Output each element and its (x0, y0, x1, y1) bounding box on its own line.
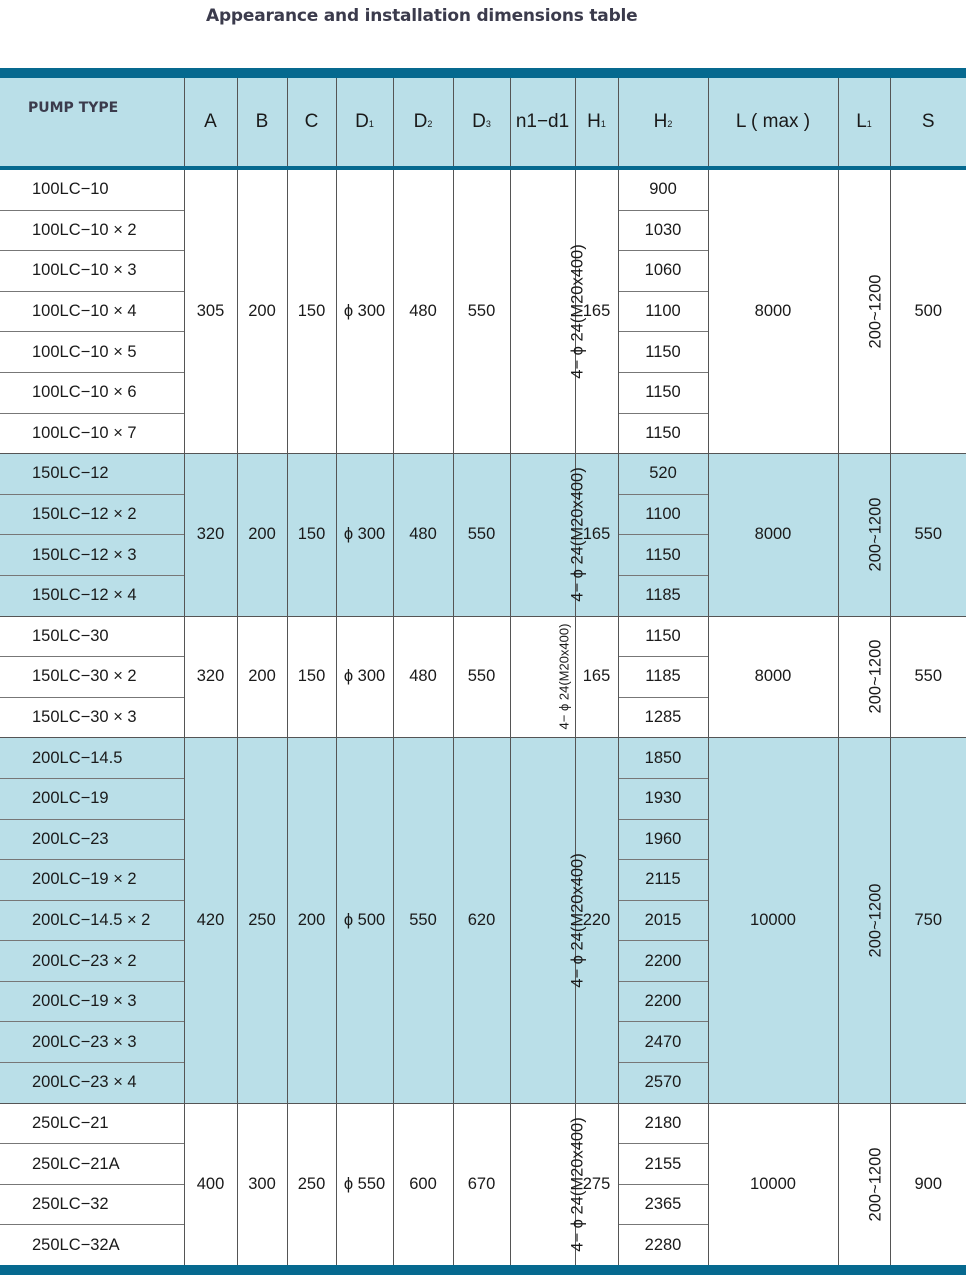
column-header-h2 (618, 78, 708, 168)
cell-n1-d1 (510, 168, 587, 454)
cell-pump-type: 100LC−10 × 2 (0, 210, 184, 251)
cell-h2: 1150 (618, 332, 708, 373)
cell-h2: 900 (618, 168, 708, 210)
table-top-bar (0, 68, 966, 78)
column-header-label: C (304, 111, 319, 132)
cell-l1-text: 200~1200 (865, 639, 884, 714)
cell-pump-type: 100LC−10 × 7 (0, 413, 184, 454)
cell-h2: 1150 (618, 616, 708, 657)
table-row (0, 738, 966, 779)
cell-c: 250 (287, 1103, 336, 1265)
column-header-d1 (336, 78, 393, 168)
cell-b: 200 (237, 168, 287, 454)
cell-pump-type: 250LC−32 (0, 1184, 184, 1225)
cell-pump-type: 150LC−12 × 2 (0, 494, 184, 535)
cell-s: 550 (890, 616, 966, 738)
cell-h1: 165 (575, 454, 618, 616)
dimensions-table (0, 78, 966, 1265)
cell-h2: 2365 (618, 1184, 708, 1225)
cell-d2: 600 (393, 1103, 453, 1265)
cell-l: 8000 (708, 616, 838, 738)
cell-pump-type: 200LC−23 × 3 (0, 1022, 184, 1063)
cell-l1-text: 200~1200 (865, 497, 884, 572)
cell-pump-type: 100LC−10 × 4 (0, 291, 184, 332)
cell-pump-type: 200LC−14.5 × 2 (0, 900, 184, 941)
column-header-subscript: 3 (485, 119, 491, 129)
cell-n1-d1-text: 4− ϕ 24(M20x400) (568, 853, 587, 988)
cell-h2: 1960 (618, 819, 708, 860)
cell-h2: 2280 (618, 1225, 708, 1265)
cell-s: 900 (890, 1103, 966, 1265)
cell-d3: 550 (453, 168, 510, 454)
column-header-d2 (393, 78, 453, 168)
column-header-subscript: 1 (368, 119, 374, 129)
cell-pump-type: 200LC−23 (0, 819, 184, 860)
cell-d2: 480 (393, 168, 453, 454)
column-header-subscript: 1 (600, 119, 606, 129)
column-header-c (287, 78, 336, 168)
cell-h2: 2115 (618, 860, 708, 901)
cell-pump-type: 150LC−12 (0, 454, 184, 495)
column-header-label: n1−d1 (515, 111, 570, 132)
cell-h2: 2015 (618, 900, 708, 941)
cell-n1-d1-text: 4− ϕ 24(M20x400) (568, 244, 587, 379)
cell-h2: 2200 (618, 941, 708, 982)
cell-h2: 2570 (618, 1063, 708, 1104)
column-header-label: L ( max ) (735, 111, 811, 132)
column-header-n1d1 (510, 78, 575, 168)
table-row (0, 168, 966, 210)
cell-h2: 1030 (618, 210, 708, 251)
cell-d1: ϕ 550 (336, 1103, 393, 1265)
cell-l: 10000 (708, 1103, 838, 1265)
cell-h2: 1930 (618, 778, 708, 819)
dimensions-table-container (0, 68, 966, 1275)
cell-a: 320 (184, 454, 237, 616)
cell-h2: 1150 (618, 535, 708, 576)
cell-d3: 620 (453, 738, 510, 1103)
cell-pump-type: 150LC−30 × 3 (0, 697, 184, 738)
column-header-label: D (413, 111, 428, 132)
cell-b: 200 (237, 454, 287, 616)
cell-h1: 165 (575, 616, 618, 738)
column-header-l1 (838, 78, 890, 168)
column-header-b (237, 78, 287, 168)
cell-pump-type: 100LC−10 × 3 (0, 251, 184, 292)
cell-l1 (838, 1103, 890, 1265)
cell-a: 420 (184, 738, 237, 1103)
cell-pump-type: 100LC−10 × 6 (0, 372, 184, 413)
cell-pump-type: 200LC−19 (0, 778, 184, 819)
cell-c: 150 (287, 454, 336, 616)
cell-h2: 1285 (618, 697, 708, 738)
column-header-type (0, 78, 184, 168)
table-row (0, 616, 966, 657)
cell-b: 300 (237, 1103, 287, 1265)
cell-h2: 1185 (618, 657, 708, 698)
cell-a: 400 (184, 1103, 237, 1265)
cell-b: 250 (237, 738, 287, 1103)
cell-d1: ϕ 300 (336, 454, 393, 616)
cell-h2: 2470 (618, 1022, 708, 1063)
cell-n1-d1-text: 4− ϕ 24(M20x400) (568, 467, 587, 603)
cell-pump-type: 150LC−12 × 3 (0, 535, 184, 576)
cell-s: 550 (890, 454, 966, 616)
column-header-subscript: 2 (427, 119, 433, 129)
column-header-label: S (921, 111, 935, 132)
cell-a: 320 (184, 616, 237, 738)
cell-h1: 220 (575, 738, 618, 1103)
cell-d2: 480 (393, 616, 453, 738)
table-header (0, 78, 966, 168)
cell-h2: 520 (618, 454, 708, 495)
cell-h2: 1185 (618, 575, 708, 616)
cell-d3: 670 (453, 1103, 510, 1265)
cell-l: 10000 (708, 738, 838, 1103)
cell-h1: 275 (575, 1103, 618, 1265)
cell-pump-type: 150LC−30 × 2 (0, 657, 184, 698)
cell-h2: 1150 (618, 413, 708, 454)
cell-l: 8000 (708, 168, 838, 454)
cell-c: 200 (287, 738, 336, 1103)
cell-pump-type: 200LC−19 × 3 (0, 981, 184, 1022)
column-header-label: H (653, 111, 668, 132)
cell-pump-type: 150LC−30 (0, 616, 184, 657)
cell-l1-text: 200~1200 (865, 883, 884, 958)
cell-a: 305 (184, 168, 237, 454)
cell-d3: 550 (453, 616, 510, 738)
cell-h2: 1850 (618, 738, 708, 779)
cell-n1-d1 (510, 616, 575, 738)
cell-h2: 2155 (618, 1144, 708, 1185)
cell-pump-type: 200LC−23 × 2 (0, 941, 184, 982)
column-header-label: H (587, 111, 601, 132)
page-title: Appearance and installation dimensions table (206, 6, 638, 26)
cell-l1 (838, 168, 890, 454)
cell-l1 (838, 454, 890, 616)
cell-d1: ϕ 300 (336, 168, 393, 454)
column-header-d3 (453, 78, 510, 168)
table-row (0, 454, 966, 495)
column-header-a (184, 78, 237, 168)
column-header-label: D (472, 111, 486, 132)
cell-l: 8000 (708, 454, 838, 616)
cell-l1-text: 200~1200 (865, 1147, 884, 1222)
cell-h2: 2180 (618, 1103, 708, 1144)
cell-d3: 550 (453, 454, 510, 616)
cell-d1: ϕ 500 (336, 738, 393, 1103)
cell-h2: 1150 (618, 372, 708, 413)
table-body (0, 168, 966, 1265)
cell-pump-type: 200LC−19 × 2 (0, 860, 184, 901)
table-row (0, 1103, 966, 1144)
cell-l1 (838, 738, 890, 1103)
table-bottom-bar (0, 1265, 966, 1275)
cell-s: 500 (890, 168, 966, 454)
cell-pump-type: 250LC−21A (0, 1144, 184, 1185)
cell-n1-d1 (510, 738, 587, 1103)
cell-h2: 1060 (618, 251, 708, 292)
cell-d2: 480 (393, 454, 453, 616)
column-header-h1 (575, 78, 618, 168)
cell-pump-type: 250LC−32A (0, 1225, 184, 1265)
cell-h2: 1100 (618, 494, 708, 535)
cell-pump-type: 100LC−10 (0, 168, 184, 210)
column-header-s (890, 78, 966, 168)
cell-b: 200 (237, 616, 287, 738)
column-header-label: A (204, 111, 217, 132)
column-header-l (708, 78, 838, 168)
cell-l1-text: 200~1200 (865, 274, 884, 349)
cell-pump-type: 200LC−14.5 (0, 738, 184, 779)
cell-pump-type: 100LC−10 × 5 (0, 332, 184, 373)
cell-pump-type: 250LC−21 (0, 1103, 184, 1144)
cell-n1-d1 (510, 454, 587, 616)
column-header-subscript: 1 (866, 119, 872, 129)
cell-d1: ϕ 300 (336, 616, 393, 738)
cell-s: 750 (890, 738, 966, 1103)
cell-l1 (838, 616, 890, 738)
cell-n1-d1 (510, 1103, 587, 1265)
column-header-subscript: 2 (667, 119, 673, 129)
cell-c: 150 (287, 616, 336, 738)
header-row (0, 78, 966, 168)
cell-h1: 165 (575, 168, 618, 454)
column-header-label: L (856, 111, 867, 132)
cell-c: 150 (287, 168, 336, 454)
cell-d2: 550 (393, 738, 453, 1103)
column-header-label: D (355, 111, 369, 132)
cell-n1-d1-text: 4− ϕ 24(M20x400) (568, 1117, 587, 1252)
column-header-label: B (255, 111, 269, 132)
cell-h2: 2200 (618, 981, 708, 1022)
cell-pump-type: 150LC−12 × 4 (0, 575, 184, 616)
cell-h2: 1100 (618, 291, 708, 332)
cell-n1-d1-text: 4− ϕ 24(M20x400) (555, 623, 571, 730)
column-header-label: PUMP TYPE (28, 100, 119, 116)
cell-pump-type: 200LC−23 × 4 (0, 1063, 184, 1104)
